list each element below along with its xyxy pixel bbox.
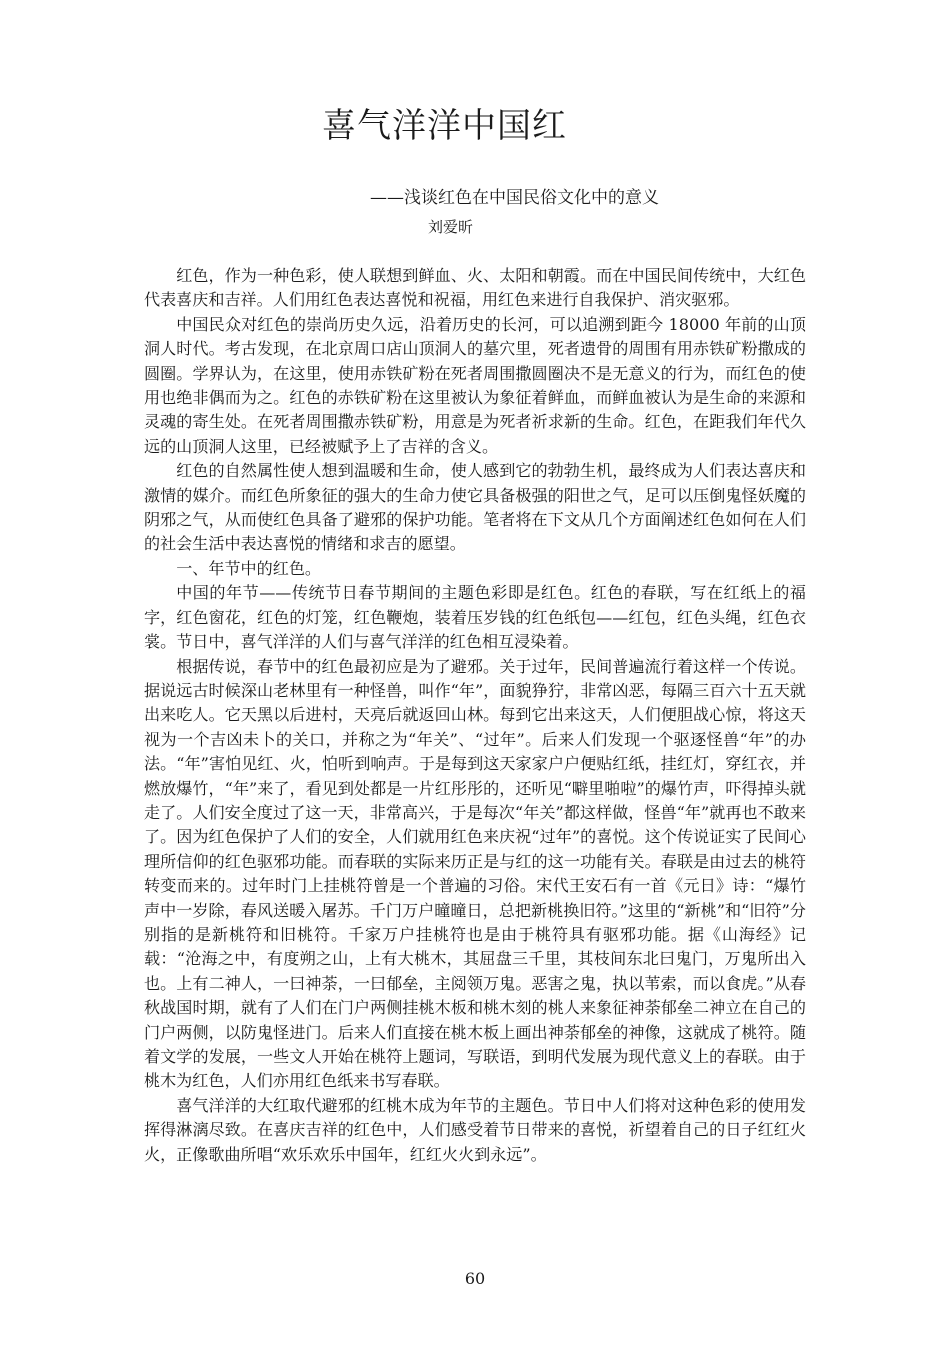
paragraph: 红色，作为一种色彩，使人联想到鲜血、火、太阳和朝霞。而在中国民间传统中，大红色代表喜庆和吉祥。人们用红色表达喜悦和祝福，用红色来进行自我保护、消灾驱邪。 bbox=[144, 266, 806, 310]
paragraph: 根据传说，春节中的红色最初应是为了避邪。关于过年，民间普遍流行着这样一个传说。据说远古时候深山老林里有一种怪兽，叫作“年”，面貌狰狞，非常凶恶，每隔三百六十五天就出来吃人。它天黑以后进村，天亮后就返回山林。每到它出来这天，人们便胆战心惊，将这天视为一个吉凶未卜的关口，并称之为“年关”、“过年”。后来人们发现一个驱逐怪兽“年”的办法。“年”害怕见红、火，怕听到响声。于是每到这天家家户户便贴红纸，挂红灯，穿红衣，并燃放爆竹，“年”来了，看见到处都是一片红彤彤的，还听见“噼里啪啦”的爆竹声，吓得掉头就走了。人们安全度过了这一天，非常高兴，于是每次“年关”都这样做，怪兽“年”就再也不敢来了。因为红色保护了人们的安全，人们就用红色来庆祝“过年”的喜悦。这个传说证实了民间心理所信仰的红色驱邪功能。而春联的实际来历正是与红的这一功能有关。春联是由过去的桃符转变而来的。过年时门上挂桃符曾是一个普遍的习俗。宋代王安石有一首《元日》诗：“爆竹声中一岁除，春风送暖入屠苏。千门万户曈曈日，总把新桃换旧符。”这里的“新桃”和“旧符”分别指的是新桃符和旧桃符。千家万户挂桃符也是由于桃符具有驱邪功能。据《山海经》记载：“沧海之中，有度朔之山，上有大桃木，其屈盘三千里，其枝间东北曰鬼门，万鬼所出入也。上有二神人，一曰神荼，一曰郁垒，主阅领万鬼。恶害之鬼，执以苇索，而以食虎。”从春秋战国时期，就有了人们在门户两侧挂桃木板和桃木刻的桃人来象征神荼郁垒二神立在自己的门户两侧，以防鬼怪进门。后来人们直接在桃木板上画出神荼郁垒的神像，这就成了桃符。随着文学的发展，一些文人开始在桃符上题词，写联语，到明代发展为现代意义上的春联。由于桃木为红色，人们亦用红色纸来书写春联。 bbox=[144, 656, 806, 1091]
paragraph: 中国的年节——传统节日春节期间的主题色彩即是红色。红色的春联，写在红纸上的福字，红色窗花，红色的灯笼，红色鞭炮，装着压岁钱的红色纸包——红包，红色头绳，红色衣裳。节日中，喜气洋洋的人们与喜气洋洋的红色相互浸染着。 bbox=[144, 583, 806, 652]
paragraph: 红色的自然属性使人想到温暖和生命，使人感到它的勃勃生机，最终成为人们表达喜庆和激情的媒介。而红色所象征的强大的生命力使它具备极强的阳世之气，足可以压倒鬼怪妖魔的阴邪之气，从而使红色具备了避邪的保护功能。笔者将在下文从几个方面阐述红色如何在人们的社会生活中表达喜悦的情绪和求吉的愿望。 bbox=[144, 461, 806, 554]
article-author: 刘爱昕 bbox=[428, 218, 474, 236]
page-number: 60 bbox=[464, 1269, 486, 1288]
article-title: 喜气洋洋中国红 bbox=[322, 106, 567, 146]
article-subtitle: ——浅谈红色在中国民俗文化中的意义 bbox=[370, 188, 659, 208]
paragraph: 中国民众对红色的崇尚历史久远，沿着历史的长河，可以追溯到距今 18000 年前的山顶洞人时代。考古发现，在北京周口店山顶洞人的墓穴里，死者遗骨的周围有用赤铁矿粉撒成的圆圈。学界认为，在这里，使用赤铁矿粉在死者周围撒圆圈决不是无意义的行为，而红色的使用也绝非偶而为之。红色的赤铁矿粉在这里被认为象征着鲜血，而鲜血被认为是生命的来源和灵魂的寄生处。在死者周围撒赤铁矿粉，用意是为死者祈求新的生命。红色，在距我们年代久远的山顶洞人这里，已经被赋予上了吉祥的含义。 bbox=[144, 314, 806, 456]
paragraph: 喜气洋洋的大红取代避邪的红桃木成为年节的主题色。节日中人们将对这种色彩的使用发挥得淋漓尽致。在喜庆吉祥的红色中，人们感受着节日带来的喜悦，祈望着自己的日子红红火火，正像歌曲所唱“欢乐欢乐中国年，红红火火到永远”。 bbox=[144, 1095, 806, 1164]
section-heading: 一、年节中的红色。 bbox=[176, 558, 322, 578]
article-body bbox=[144, 264, 806, 1167]
